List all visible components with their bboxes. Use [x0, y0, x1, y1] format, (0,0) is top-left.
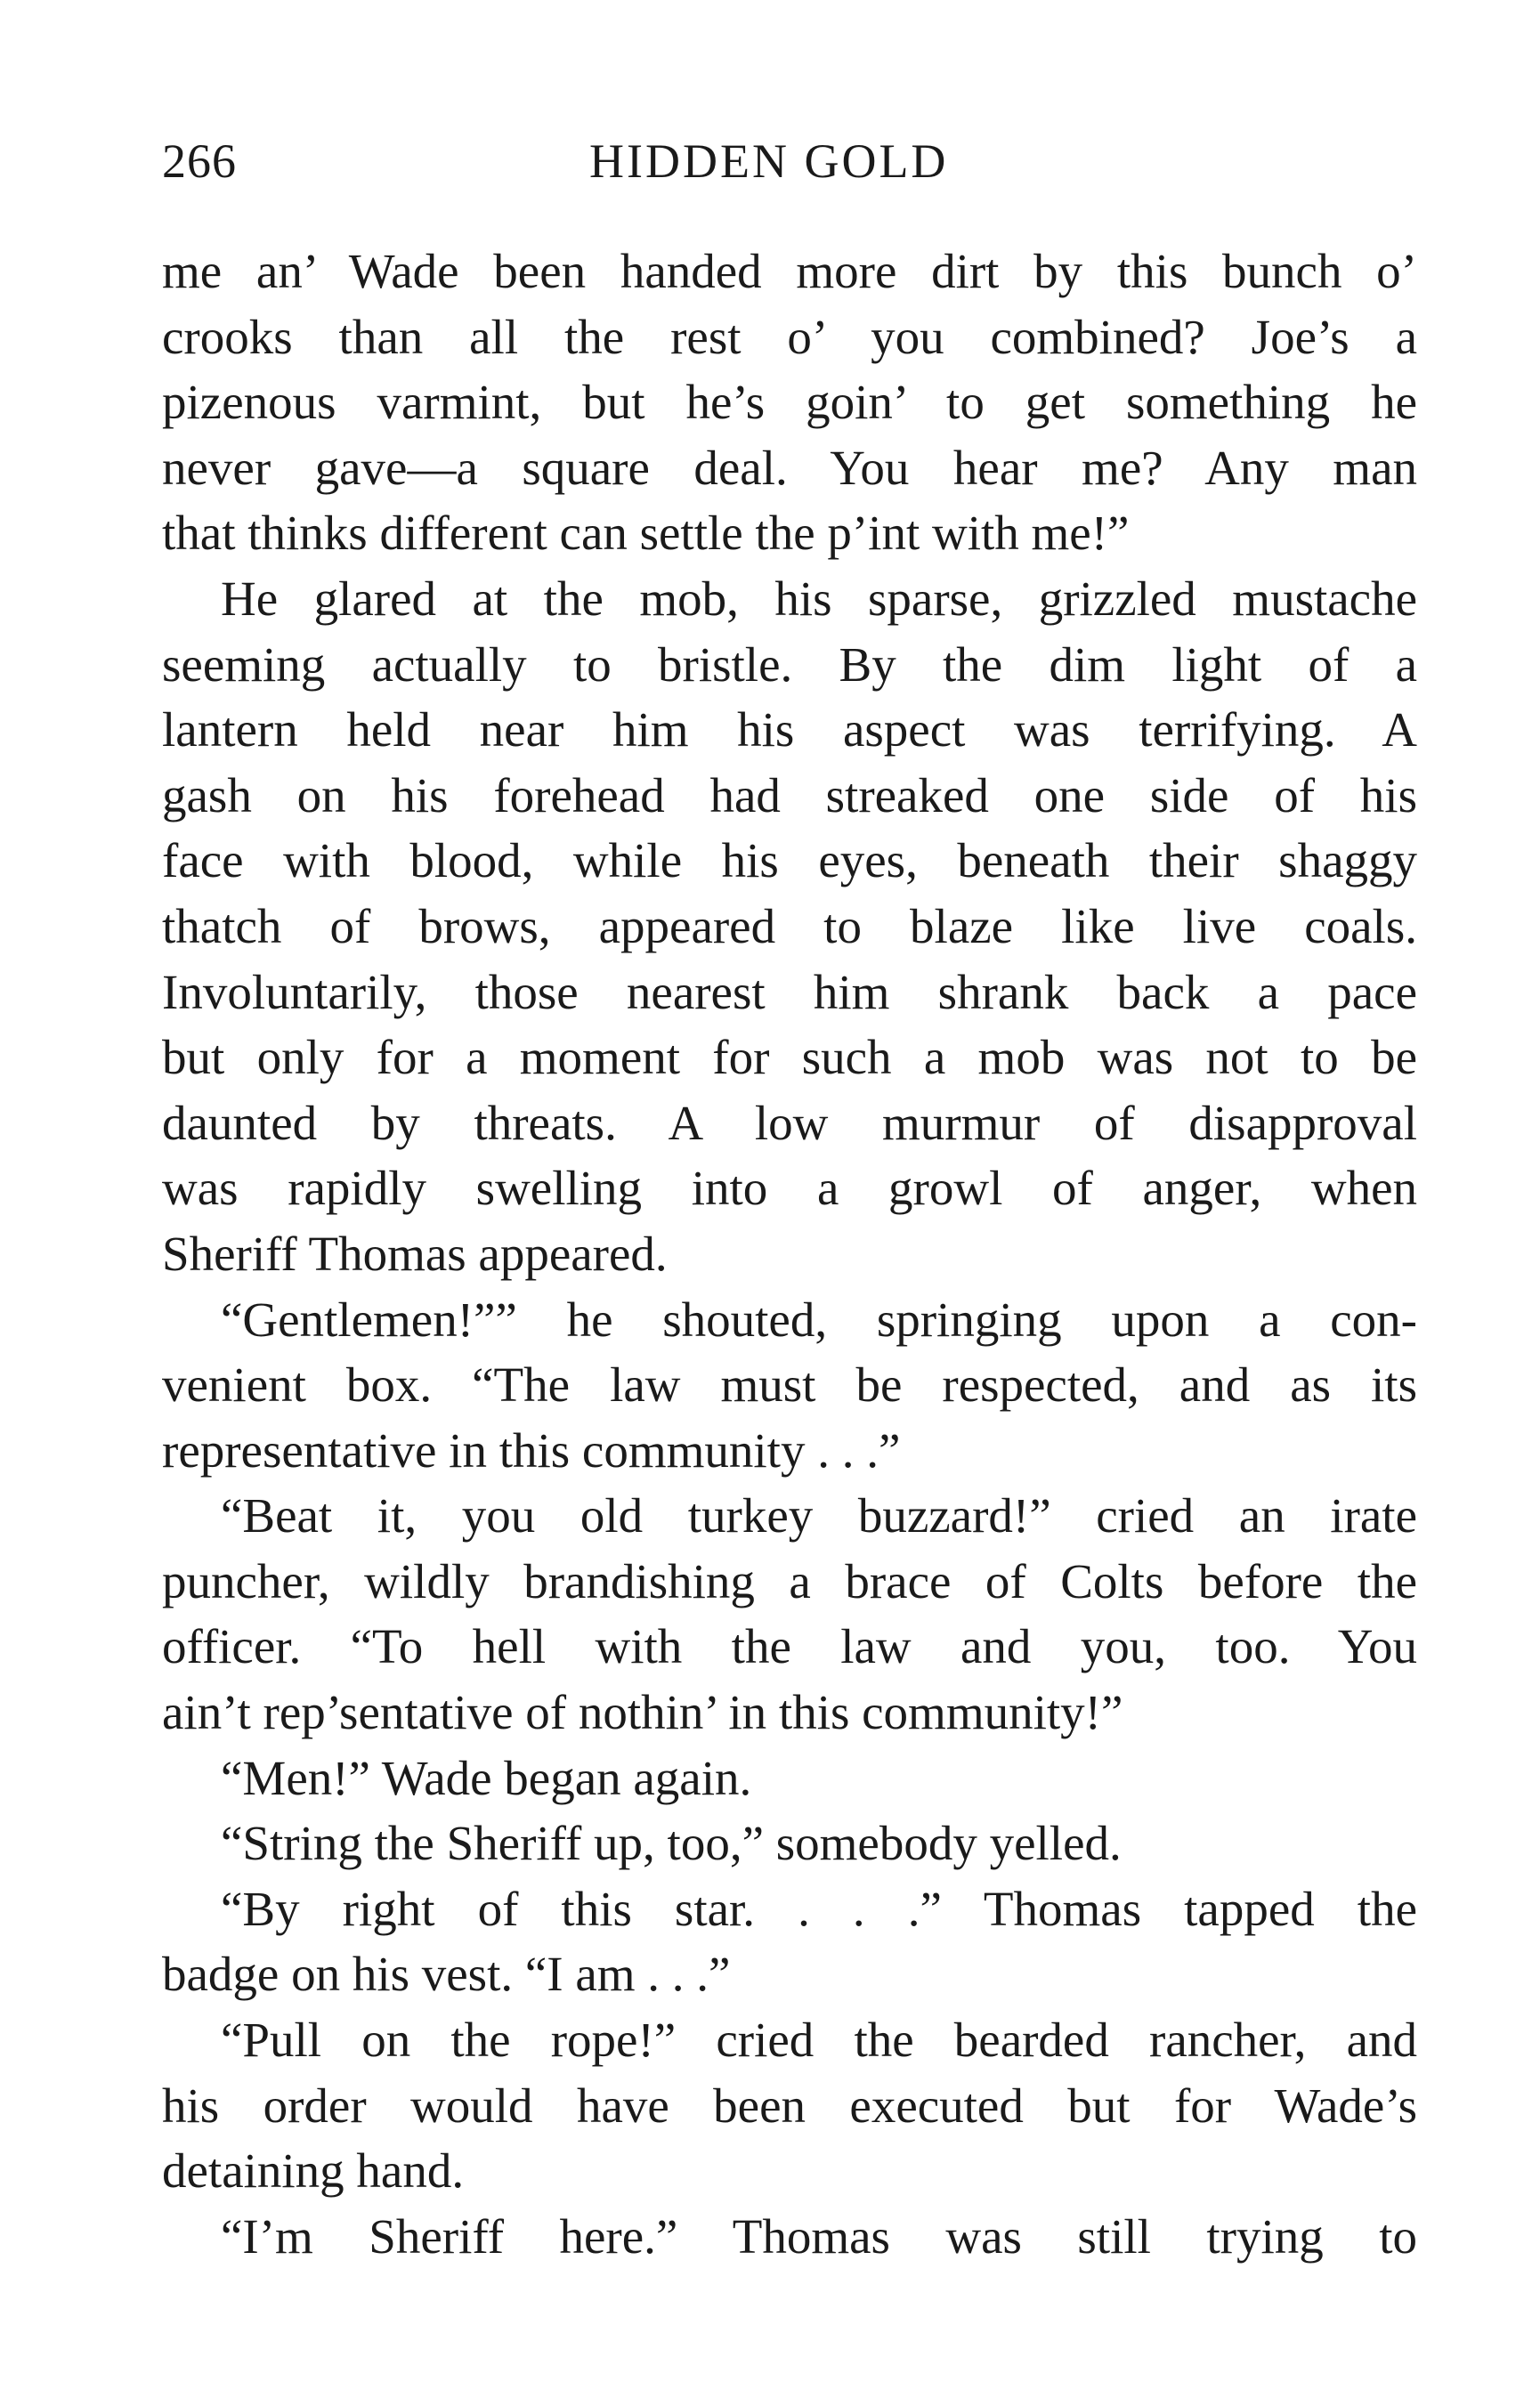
text-line: Sheriff Thomas appeared. [162, 1226, 668, 1281]
text-line: venient box. “The law must be respected, and as its [162, 1357, 1417, 1413]
text-line: Involuntarily, those nearest him shrank back a pace [162, 964, 1417, 1019]
text-line: that thinks different can settle the p’int with me!” [162, 506, 1130, 561]
text-line: pizenous varmint, but he’s goin’ to get something he [162, 375, 1417, 430]
text-line: “String the Sheriff up, too,” somebody yelled. [221, 1816, 1122, 1871]
text-line: detaining hand. [162, 2143, 465, 2199]
text-line: puncher, wildly brandishing a brace of Colts before the [162, 1553, 1417, 1608]
text-line: seeming actually to bristle. By the dim light of a [162, 636, 1417, 692]
text-line: officer. “To hell with the law and you, too. You [162, 1619, 1417, 1674]
text-line: “By right of this star. . . .” Thomas tapped the [221, 1881, 1417, 1936]
text-line: “I’m Sheriff here.” Thomas was still trying to [221, 2208, 1417, 2264]
text-line: his order would have been executed but for Wade’s [162, 2078, 1417, 2133]
text-line: thatch of brows, appeared to blaze like live coals. [162, 898, 1417, 953]
text-line: badge on his vest. “I am . . .” [162, 1947, 731, 2002]
text-line: me an’ Wade been handed more dirt by this bunch o’ [162, 244, 1417, 298]
text-line: face with blood, while his eyes, beneath their shaggy [162, 833, 1417, 888]
text-line: He glared at the mob, his sparse, grizzled mustache [221, 571, 1417, 626]
body-text [162, 239, 1417, 2269]
text-line: ain’t rep’sentative of nothin’ in this community!” [162, 1685, 1123, 1740]
text-line: crooks than all the rest o’ you combined? Joe’s a [162, 309, 1417, 364]
text-line: was rapidly swelling into a growl of anger, when [162, 1161, 1417, 1216]
text-line: “Pull on the rope!” cried the bearded rancher, and [221, 2013, 1417, 2068]
text-line: “Men!” Wade began again. [221, 1750, 752, 1805]
text-line: never gave—a square deal. You hear me? Any man [162, 440, 1417, 495]
text-line: “Gentlemen!”” he shouted, springing upon a con- [221, 1292, 1417, 1347]
running-head: HIDDEN GOLD [589, 134, 949, 188]
text-line: lantern held near him his aspect was terrifying. A [162, 702, 1417, 757]
text-line: “Beat it, you old turkey buzzard!” cried an irate [221, 1488, 1417, 1543]
text-line: daunted by threats. A low murmur of disapproval [162, 1095, 1417, 1150]
page-header [162, 134, 1417, 205]
text-line: but only for a moment for such a mob was not to be [162, 1030, 1417, 1085]
page-number: 266 [162, 134, 237, 188]
text-line: representative in this community . . .” [162, 1422, 901, 1478]
text-line: gash on his forehead had streaked one side of his [162, 767, 1417, 822]
